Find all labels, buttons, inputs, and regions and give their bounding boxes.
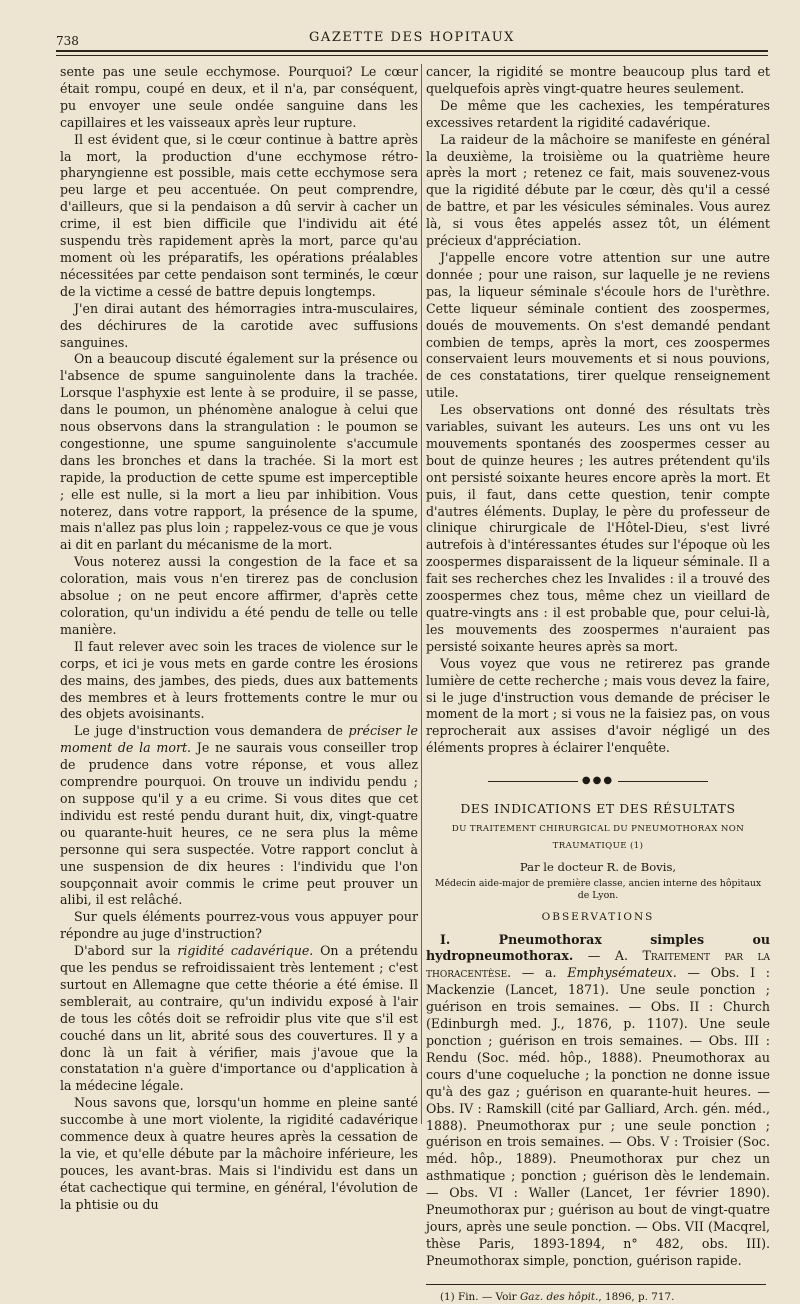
header-rule (56, 50, 768, 52)
separator-line (488, 781, 578, 782)
subsection-heading: I. Pneumothorax simples ou hydropneumothorax. (426, 931, 770, 964)
subsection-subheading: — A. Traitement par la thoracentèse. (426, 948, 770, 981)
paragraph (60, 943, 418, 1095)
article-author: Par le docteur R. de Bovis, (519, 859, 677, 874)
paragraph: Il faut relever avec soin les traces de violence sur le corps, et ici je vous mets en garde contre les érosions des mains, des jambes, des pieds, dues aux battements des membres et à leurs frottements contre le mur ou des objets avoisinants. (60, 638, 418, 722)
journal-title: GAZETTE DES HOPITAUX (309, 30, 515, 45)
page-header (56, 28, 768, 58)
right-column (426, 64, 770, 1304)
paragraph: Vous voyez que vous ne retirerez pas grande lumière de cette recherche ; mais vous devez la faire, si le juge d'instruction vous demande de préciser le moment de la mort ; si vous ne la faisiez pas, on vous reprocherait aux assises d'avoir négligé un des éléments propres à éclairer l'enquête. (426, 655, 770, 756)
paragraph: Il est évident que, si le cœur continue à battre après la mort, la production d'une ecchymose rétro-pharyngienne est possible, mais cette ecchymose sera peu large et peu accentuée. On peut comprendre, d'ailleurs, que si la pendaison a dû servir à cacher un crime, il est bien difficile que l'individu ait été suspendu très rapidement après la mort, parce qu'au moment où les préparatifs, les opérations préalables nécessitées par cette pendaison sont terminés, le cœur de la victime a cessé de battre depuis longtemps. (60, 131, 418, 299)
footnote-rule (426, 1284, 766, 1285)
paragraph (60, 723, 418, 909)
paragraph: J'appelle encore votre attention sur une autre donnée ; pour une raison, sur laquelle je ne reviens pas, la liqueur séminale s'écoule hors de l'urèthre. Cette liqueur séminale contient des zoospermes, doués de mouvements. On s'est demandé pendant combien de temps, après la mort, ces zoospermes conservaient leurs mouvements et si nous pouvions, de ces constatations, tirer quelque renseignement utile. (426, 249, 770, 401)
paragraph: J'en dirai autant des hémorragies intra-musculaires, des déchirures de la carotide avec suffusions sanguines. (60, 300, 418, 350)
emphasis: préciser le moment de la mort (60, 723, 418, 756)
separator-line (618, 781, 708, 782)
section-separator (426, 773, 770, 791)
article-subtitle: DU TRAITEMENT CHIRURGICAL DU PNEUMOTHORAX NON TRAUMATIQUE (1) (451, 823, 745, 851)
text-run: . On a prétendu que les pendus se refroidissaient très lentement ; c'est surtout en Allemagne que cette théorie a été émise. Il semblerait, au contraire, qu'un individu exposé à l'air de tous les côtés doit se refroidir plus vite que s'il est couché dans un lit, abrité sous des couvertures. Il y a donc là un fait à vérifier, mais j'avoue que la constatation n'a guère d'importance ou d'application à la médecine légale. (60, 943, 419, 1094)
paragraph: De même que les cachexies, les températures excessives retardent la rigidité cadavérique. (426, 97, 770, 130)
text-run: — a. (511, 965, 568, 981)
paragraph: cancer, la rigidité se montre beaucoup plus tard et quelquefois après vingt-quatre heures seulement. (426, 64, 770, 96)
paragraph (426, 932, 770, 1270)
text-run: (1) Fin. — Voir (440, 1290, 520, 1303)
text-run: D'abord sur la (74, 943, 178, 959)
emphasis: Gaz. des hôpit. (519, 1290, 599, 1303)
column-divider (421, 64, 422, 1124)
observation-text: . — Obs. I : Mackenzie (Lancet, 1871). Une seule ponction ; guérison en trois semaines. — Obs. II : Church (Edinburgh med. J., 1876, p. 1107). Une seule ponction ; guérison en trois semaines. — Obs. III : Rendu (Soc. méd. hôp., 1888). Pneumothorax au cours d'une coqueluche ; la ponction ne donne issue qu'à des gaz ; guérison en quarante-huit heures. — Obs. IV : Ramskill (cité par Galliard, Arch. gén. méd., 1888). Pneumothorax pur ; une seule ponction ; guérison en trois semaines. — Obs. V : Troisier (Soc. méd. hôp., 1889). Pneumothorax pur chez un asthmatique ; ponction ; guérison dès le lendemain. — Obs. VI : Waller (Lancet, 1er février 1890). Pneumothorax pur ; guérison au bout de vingt-quatre jours, après une seule ponction. — Obs. VII (Macqrel, thèse Paris, 1893-1894, n° 482, obs. III). Pneumothorax simple, ponction, guérison rapide. (426, 965, 770, 1268)
emphasis: rigidité cadavérique (177, 943, 310, 959)
paragraph: Les observations ont donné des résultats très variables, suivant les auteurs. Les uns ont vu les mouvements spontanés des zoospermes cesser au bout de quinze heures ; les autres prétendent qu'ils ont persisté soixante heures encore après la mort. Et puis, il faut, dans cette question, tenir compte d'autres éléments. Duplay, le père du professeur de clinique chirurgicale de l'Hôtel-Dieu, s'est livré autrefois à d'intéressantes études sur l'époque où les zoospermes disparaissent de la liqueur séminale. Il a fait ses recherches chez les Invalides : il a trouvé des zoospermes chez tous, même chez un vieillard de quatre-vingts ans : il est probable que, pour celui-là, les mouvements des zoospermes n'auraient pas persisté soixante heures après sa mort. (426, 402, 770, 654)
left-column (60, 64, 418, 1214)
text-run: Le juge d'instruction vous demandera de (74, 723, 349, 739)
author-role: Médecin aide-major de première classe, ancien interne des hôpitaux de Lyon. (434, 877, 762, 901)
section-heading: OBSERVATIONS (541, 910, 655, 923)
separator-ornament: ●●● (581, 775, 615, 787)
text-run: , 1896, p. 717. (598, 1290, 675, 1303)
emphasis: Emphysémateux (567, 965, 673, 981)
paragraph: On a beaucoup discuté également sur la présence ou l'absence de spume sanguinolente dans la trachée. Lorsque l'asphyxie est lente à se produire, il se passe, dans le poumon, un phénomène analogue à celui que nous observons dans la strangulation : le poumon se congestionne, une spume sanguinolente s'accumule dans les bronches et dans la trachée. Si la mort est rapide, la production de cette spume est imperceptible ; elle est nulle, si la mort a lieu par inhibition. Vous noterez, dans votre rapport, la présence de la spume, mais n'allez pas plus loin ; rappelez-vous ce que je vous ai dit en parlant du mécanisme de la mort. (60, 351, 418, 553)
header-rule-thin (56, 55, 768, 56)
paragraph: Nous savons que, lorsqu'un homme en pleine santé succombe à une mort violente, la rigidité cadavérique commence deux à quatre heures après la cessation de la vie, et qu'elle débute par la mâchoire inférieure, les pouces, les avant-bras. Mais si l'individu est dans un état cachectique qui termine, en général, l'évolution de la phtisie ou du (60, 1095, 418, 1212)
footnote (426, 1291, 770, 1304)
text-run: . Je ne saurais vous conseiller trop de prudence dans votre réponse, et vous allez comprendre pourquoi. On trouve un individu pendu ; on suppose qu'il y a eu crime. Si vous dites que cet individu est resté pendu durant huit, dix, vingt-quatre ou quarante-huit heures, ce ne sera plus la même personne qui sera suspectée. Votre rapport conclut à une suspension de dix heures : l'individu que l'on soupçonnait avoir commis le crime peut prouver un alibi, il est relâché. (60, 740, 419, 908)
paragraph: Vous noterez aussi la congestion de la face et sa coloration, mais vous n'en tirerez pas de conclusion absolue ; on ne peut encore affirmer, d'après cette coloration, qu'un individu a été pendu de telle ou telle manière. (60, 554, 418, 637)
article-title: DES INDICATIONS ET DES RÉSULTATS (460, 801, 736, 817)
paragraph: La raideur de la mâchoire se manifeste en général la deuxième, la troisième ou la quatrième heure après la mort ; retenez ce fait, mais souvenez-vous que la rigidité débute par le cœur, dès qu'il a cessé de battre, et par les vésicules séminales. Vous aurez là, si vous êtes appelés assez tôt, un élément précieux d'appréciation. (426, 131, 770, 249)
paragraph: Sur quels éléments pourrez-vous vous appuyer pour répondre au juge d'instruction? (60, 909, 418, 942)
paragraph: sente pas une seule ecchymose. Pourquoi? Le cœur était rompu, coupé en deux, et il n'a, par conséquent, pu envoyer une seule ondée sanguine dans les capillaires et les vaisseaux après leur rupture. (60, 64, 418, 130)
page-number: 738 (56, 34, 79, 48)
